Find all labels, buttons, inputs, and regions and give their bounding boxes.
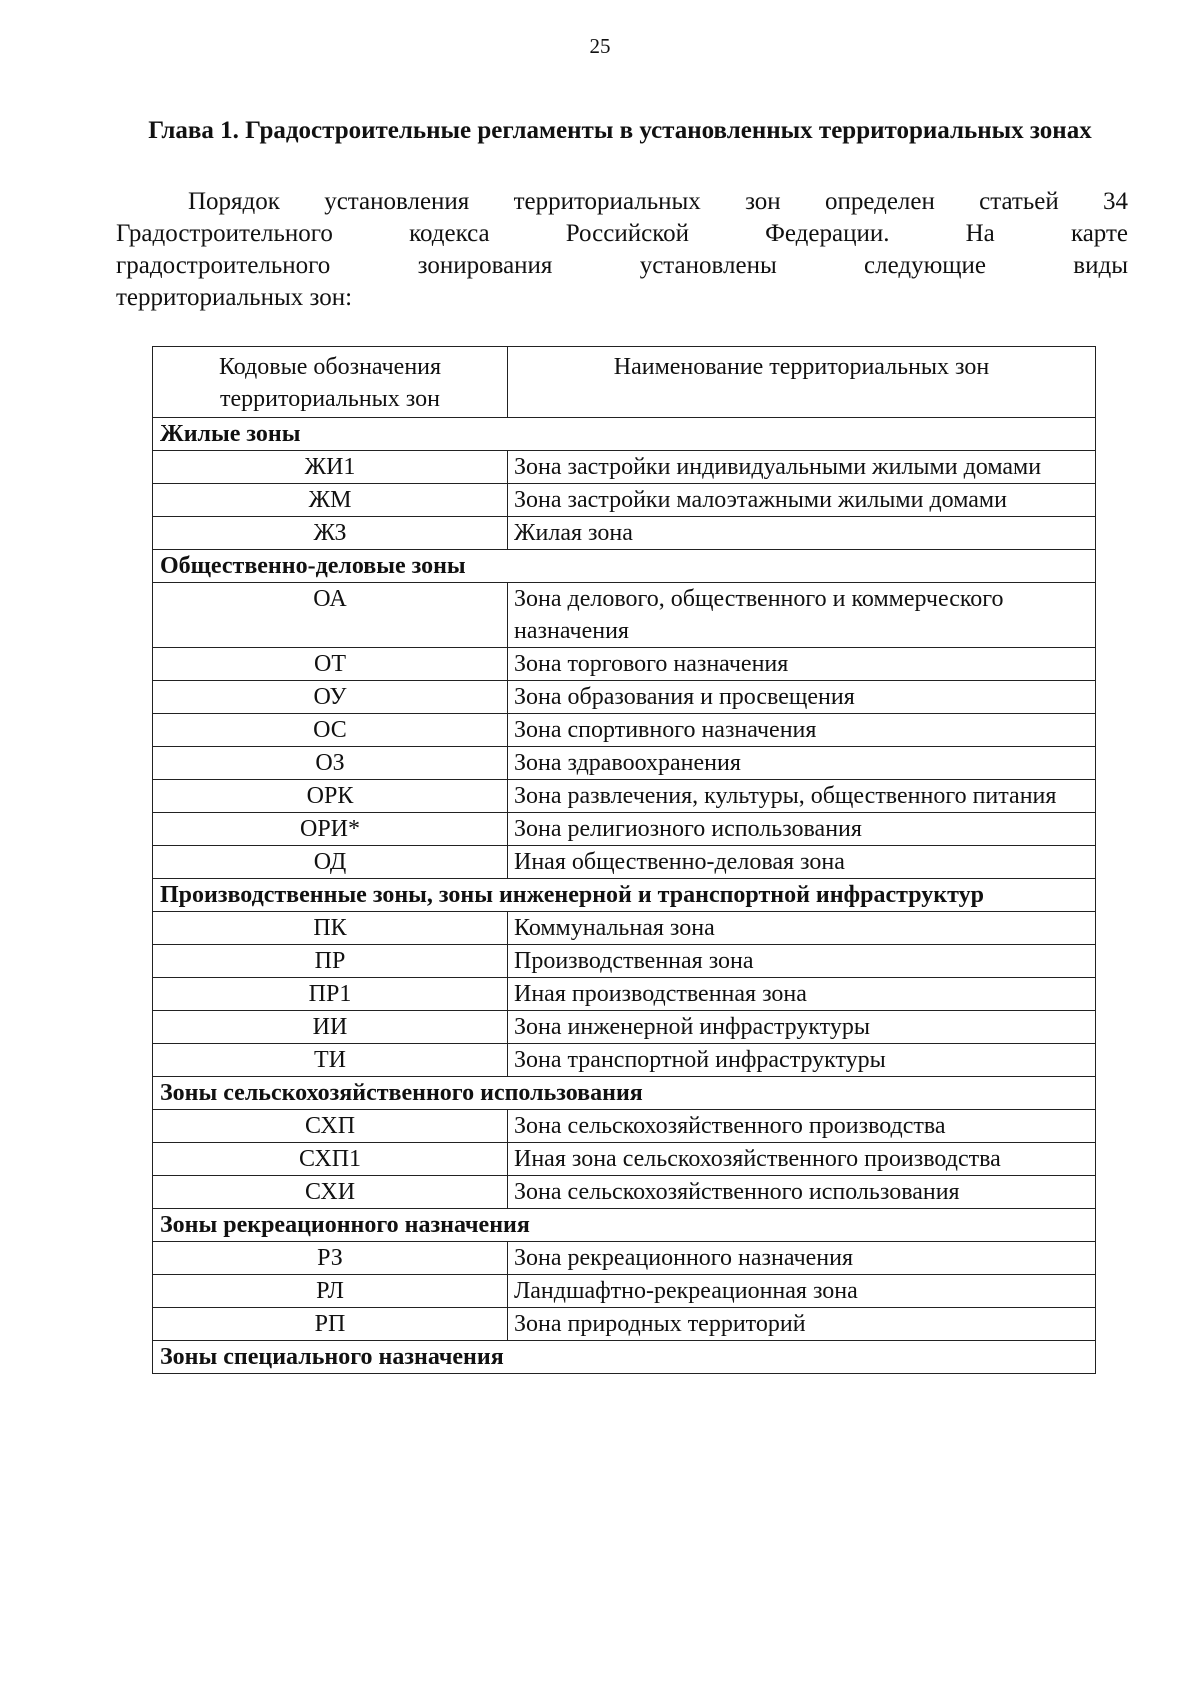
zone-name: Зона торгового назначения — [508, 648, 1096, 681]
zone-name: Зона здравоохранения — [508, 747, 1096, 780]
zone-name: Зона сельскохозяйственного производства — [508, 1110, 1096, 1143]
zone-group-row — [153, 1341, 1096, 1374]
zone-code: ОД — [153, 846, 508, 879]
table-header-row — [153, 347, 1096, 418]
zone-name: Ландшафтно-рекреационная зона — [508, 1275, 1096, 1308]
zone-name: Зона застройки малоэтажными жилыми домами — [508, 484, 1096, 517]
zone-name: Иная общественно-деловая зона — [508, 846, 1096, 879]
table-row — [153, 1275, 1096, 1308]
zone-name: Жилая зона — [508, 517, 1096, 550]
intro-line: Градостроительного кодекса Российской Федерации. На карте — [116, 220, 1128, 247]
zone-name: Зона инженерной инфраструктуры — [508, 1011, 1096, 1044]
table-row — [153, 583, 1096, 648]
header-code: Кодовые обозначения территориальных зон — [153, 347, 508, 418]
zone-code: ОУ — [153, 681, 508, 714]
table-row — [153, 747, 1096, 780]
zone-code: РЗ — [153, 1242, 508, 1275]
zone-name: Зона образования и просвещения — [508, 681, 1096, 714]
zone-code: ОРИ* — [153, 813, 508, 846]
table-row — [153, 517, 1096, 550]
zone-code: ОРК — [153, 780, 508, 813]
table-row — [153, 945, 1096, 978]
intro-line: Порядок установления территориальных зон определен статьей 34 — [188, 188, 1128, 215]
zone-group-title: Жилые зоны — [153, 418, 1096, 451]
zone-group-title: Производственные зоны, зоны инженерной и транспортной инфраструктур — [153, 879, 1096, 912]
table-row — [153, 1242, 1096, 1275]
zone-name: Зона религиозного использования — [508, 813, 1096, 846]
zone-group-row — [153, 1209, 1096, 1242]
zone-name: Зона развлечения, культуры, общественного питания — [508, 780, 1096, 813]
zone-code: ПР — [153, 945, 508, 978]
zone-code: ОТ — [153, 648, 508, 681]
zone-code: РП — [153, 1308, 508, 1341]
intro-line: территориальных зон: — [116, 284, 353, 311]
intro-line: градостроительного зонирования установлены следующие виды — [116, 252, 1128, 279]
zone-name: Производственная зона — [508, 945, 1096, 978]
zone-code: ЖЗ — [153, 517, 508, 550]
table-row — [153, 714, 1096, 747]
zone-name: Зона рекреационного назначения — [508, 1242, 1096, 1275]
zone-code: РЛ — [153, 1275, 508, 1308]
table-row — [153, 484, 1096, 517]
zone-name: Коммунальная зона — [508, 912, 1096, 945]
table-row — [153, 1143, 1096, 1176]
zone-code: ЖИ1 — [153, 451, 508, 484]
zone-group-title: Зоны рекреационного назначения — [153, 1209, 1096, 1242]
zone-name: Зона делового, общественного и коммерческого назначения — [508, 583, 1096, 648]
zone-name: Зона застройки индивидуальными жилыми домами — [508, 451, 1096, 484]
zone-code: СХИ — [153, 1176, 508, 1209]
zone-code: ОС — [153, 714, 508, 747]
table-row — [153, 1176, 1096, 1209]
zone-name: Иная производственная зона — [508, 978, 1096, 1011]
table-row — [153, 1011, 1096, 1044]
table-row — [153, 1110, 1096, 1143]
zone-code: ОЗ — [153, 747, 508, 780]
zone-code: ЖМ — [153, 484, 508, 517]
zone-name: Иная зона сельскохозяйственного производства — [508, 1143, 1096, 1176]
table-row — [153, 813, 1096, 846]
zone-group-row — [153, 418, 1096, 451]
zone-name: Зона сельскохозяйственного использования — [508, 1176, 1096, 1209]
zone-group-row — [153, 1077, 1096, 1110]
zone-code: СХП — [153, 1110, 508, 1143]
zone-group-title: Общественно-деловые зоны — [153, 550, 1096, 583]
table-row — [153, 780, 1096, 813]
table-row — [153, 1044, 1096, 1077]
zone-code: ПК — [153, 912, 508, 945]
table-row — [153, 846, 1096, 879]
table-row — [153, 681, 1096, 714]
table-row — [153, 978, 1096, 1011]
zone-code: ОА — [153, 583, 508, 648]
table-row — [153, 451, 1096, 484]
zones-table — [152, 346, 1096, 1374]
zone-name: Зона спортивного назначения — [508, 714, 1096, 747]
zone-code: ТИ — [153, 1044, 508, 1077]
chapter-title: Глава 1. Градостроительные регламенты в установленных территориальных зонах — [148, 117, 1092, 144]
zone-group-title: Зоны специального назначения — [153, 1341, 1096, 1374]
table-row — [153, 648, 1096, 681]
zone-group-row — [153, 550, 1096, 583]
zone-group-row — [153, 879, 1096, 912]
zone-code: СХП1 — [153, 1143, 508, 1176]
header-name: Наименование территориальных зон — [508, 347, 1096, 418]
zone-code: ПР1 — [153, 978, 508, 1011]
intro-paragraph — [116, 186, 1128, 314]
table-row — [153, 912, 1096, 945]
page-number: 25 — [589, 34, 611, 58]
zone-name: Зона природных территорий — [508, 1308, 1096, 1341]
zone-group-title: Зоны сельскохозяйственного использования — [153, 1077, 1096, 1110]
zone-code: ИИ — [153, 1011, 508, 1044]
table-row — [153, 1308, 1096, 1341]
zone-name: Зона транспортной инфраструктуры — [508, 1044, 1096, 1077]
